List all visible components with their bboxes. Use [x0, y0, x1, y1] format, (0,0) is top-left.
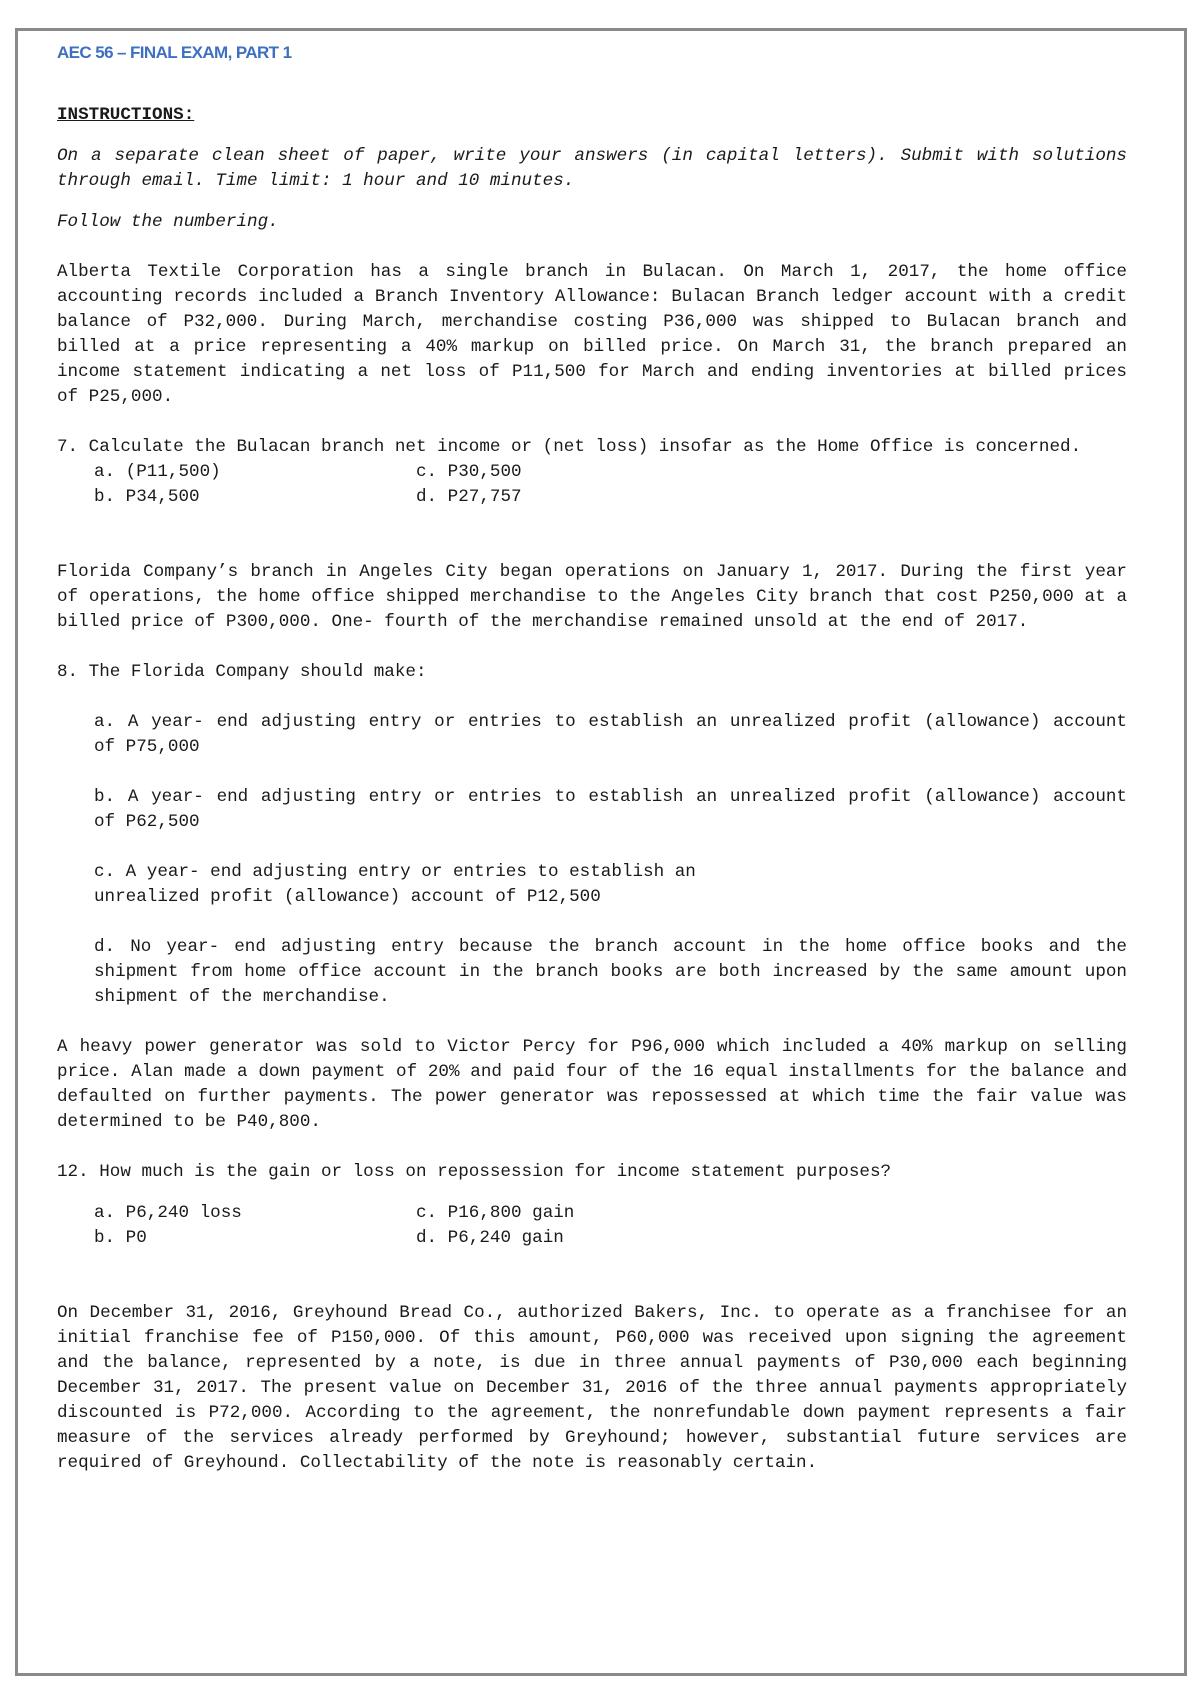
exam-page	[57, 40, 1127, 1476]
problem-generator-text: A heavy power generator was sold to Victor Percy for P96,000 which included a 40% markup on selling price. Alan made a down payment of 20% and paid four of the 16 equal installments for the balance and defaulted on further payments. The power generator was repossessed at which time the fair value was determined to be P40,800.	[57, 1037, 1127, 1132]
option-8d: d. No year- end adjusting entry because the branch account in the home office books and the shipment from home office account in the branch books are both increased by the same amount upon shipment of the merchandise.	[94, 937, 1127, 1007]
problem-greyhound-text: On December 31, 2016, Greyhound Bread Co., authorized Bakers, Inc. to operate as a franchisee for an initial franchise fee of P150,000. Of this amount, P60,000 was received upon signing the agreement and the balance, represented by a note, is due in three annual payments of P30,000 each beginning December 31, 2017. The present value on December 31, 2016 of the three annual payments appropriately discounted is P72,000. According to the agreement, the nonrefundable down payment represents a fair measure of the services already performed by Greyhound; however, substantial future services are required of Greyhound. Collectability of the note is reasonably certain.	[57, 1303, 1127, 1473]
choice-7b: b. P34,500	[94, 487, 200, 507]
instructions-text: On a separate clean sheet of paper, write your answers (in capital letters). Submit with solutions through email. Time limit: 1 hour and 10 minutes.	[57, 146, 1127, 191]
question-8: 8. The Florida Company should make:	[57, 662, 427, 682]
choice-12d: d. P6,240 gain	[416, 1228, 564, 1248]
instructions-heading: INSTRUCTIONS:	[57, 105, 195, 125]
option-8b: b. A year- end adjusting entry or entries to establish an unrealized profit (allowance) account of P62,500	[94, 787, 1127, 832]
question-12: 12. How much is the gain or loss on repossession for income statement purposes?	[57, 1162, 892, 1182]
instructions-numbering: Follow the numbering.	[57, 212, 279, 232]
problem-alberta-text: Alberta Textile Corporation has a single branch in Bulacan. On March 1, 2017, the home office accounting records included a Branch Inventory Allowance: Bulacan Branch ledger account with a credit balance of P32,000. During March, merchandise costing P36,000 was shipped to Bulacan branch and billed at a price representing a 40% markup on billed price. On March 31, the branch prepared an income statement indicating a net loss of P11,500 for March and ending inventories at billed prices of P25,000.	[57, 262, 1127, 407]
problem-florida-text: Florida Company’s branch in Angeles City began operations on January 1, 2017. During the first year of operations, the home office shipped merchandise to the Angeles City branch that cost P250,000 at a billed price of P300,000. One- fourth of the merchandise remained unsold at the end of 2017.	[57, 562, 1127, 632]
question-7-choices	[57, 460, 1127, 510]
question-12-choices	[57, 1201, 1127, 1251]
choice-12c: c. P16,800 gain	[416, 1203, 575, 1223]
choice-7c: c. P30,500	[416, 462, 522, 482]
choice-7d: d. P27,757	[416, 487, 522, 507]
choice-12a: a. P6,240 loss	[94, 1203, 242, 1223]
option-8a: a. A year- end adjusting entry or entries to establish an unrealized profit (allowance) account of P75,000	[94, 712, 1127, 757]
choice-12b: b. P0	[94, 1228, 147, 1248]
exam-title: AEC 56 – FINAL EXAM, PART 1	[57, 43, 292, 62]
question-7: 7. Calculate the Bulacan branch net income or (net loss) insofar as the Home Office is concerned.	[57, 437, 1082, 457]
choice-7a: a. (P11,500)	[94, 462, 221, 482]
option-8c: c. A year- end adjusting entry or entries to establish an unrealized profit (allowance) account of P12,500	[94, 862, 696, 907]
